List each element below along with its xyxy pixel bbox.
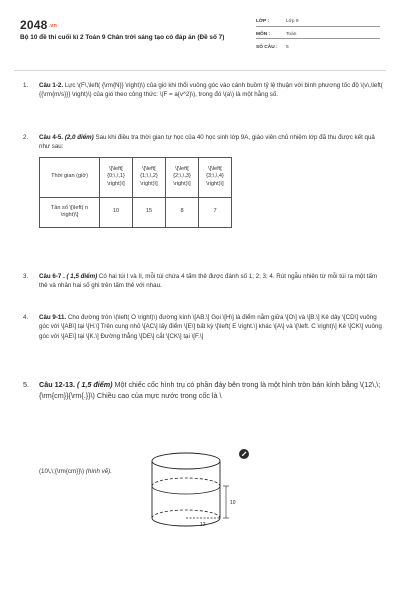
logo-suffix: .vn bbox=[48, 23, 58, 29]
question-heading: Câu 12-13. bbox=[39, 380, 75, 389]
table-cell: \[\left[ {0;\,\,1} \right)\] bbox=[100, 157, 133, 197]
question-5 bbox=[23, 380, 383, 402]
table-row-header: Thời gian (giờ) bbox=[40, 157, 100, 197]
question-points: ( 1,5 điểm) bbox=[76, 380, 113, 389]
survey-table bbox=[39, 157, 232, 228]
meta-info-box bbox=[256, 14, 380, 52]
table-cell: 10 bbox=[100, 197, 133, 227]
table-cell: \[\left[ {2;\,\,3} \right)\] bbox=[166, 157, 199, 197]
table-row bbox=[40, 197, 232, 227]
table-row bbox=[40, 157, 232, 197]
question-3 bbox=[23, 272, 383, 291]
meta-row-subject bbox=[256, 27, 380, 40]
cylinder-top-rim bbox=[152, 453, 220, 469]
height-label: 10 bbox=[230, 500, 236, 506]
figure-caption bbox=[39, 467, 112, 476]
question-1 bbox=[23, 81, 383, 100]
table-row-header: Tần số \[\left( n \right)\] bbox=[40, 197, 100, 227]
question-number: 4. bbox=[23, 314, 29, 321]
water-surface-back bbox=[152, 478, 220, 486]
question-points: (2,0 điểm) bbox=[64, 134, 94, 141]
question-4 bbox=[23, 313, 383, 341]
question-heading: Câu 4-5. bbox=[39, 134, 64, 141]
table-cell: 7 bbox=[199, 197, 232, 227]
cylinder-bottom-front bbox=[152, 518, 220, 526]
table-cell: \[\left[ {3;\,\,4} \right)\] bbox=[199, 157, 232, 197]
meta-value: Lớp 9 bbox=[286, 19, 299, 25]
table-cell: 8 bbox=[166, 197, 199, 227]
document-header bbox=[20, 14, 380, 64]
meta-label: LỚP : bbox=[256, 19, 270, 25]
site-logo[interactable] bbox=[20, 16, 57, 34]
table-cell: 15 bbox=[133, 197, 166, 227]
cylinder-figure bbox=[150, 448, 250, 532]
water-surface-front bbox=[152, 486, 220, 494]
question-heading: Câu 1-2. bbox=[39, 82, 64, 89]
question-text: Cho đường tròn \(\left( O \right)\) đường kính \[AB.\] Gọi \[H\] là điểm nằm giữa \[O\] và \[B.\] Kẻ dây \[CD\] vuông góc với \[AB\] tại \[H.\] Trên cung nhỏ \[AC\] lấy điểm \[E\] bất kỳ \[\left( E \right.\] khác \[A\] và \[\left. C \right)\] Kẻ \[CK\] vuông góc với \[AE\] tại \[K.\] Đường thẳng \[DE\] cắt \[CK\] tại \[F.\] bbox=[39, 314, 382, 340]
question-heading: Câu 6-7 . bbox=[39, 273, 65, 280]
question-number: 3. bbox=[23, 273, 29, 280]
document-title: Bộ 10 đề thi cuối kì 2 Toán 9 Chân trời sáng tạo có đáp án (Đề số 7) bbox=[20, 34, 225, 41]
caption-note: (hình vẽ). bbox=[85, 468, 112, 475]
question-points: ( 1,5 điểm) bbox=[66, 273, 98, 280]
meta-row-question-count bbox=[256, 39, 380, 52]
meta-row-class bbox=[256, 14, 380, 27]
header-divider bbox=[14, 70, 386, 71]
table-cell: \[\left[ {1;\,\,2} \right)\] bbox=[133, 157, 166, 197]
question-text: Có hai túi I và II, mỗi túi chứa 4 tấm thẻ được đánh số 1; 2; 3; 4. Rút ngẫu nhiên từ mỗi túi ra một tấm thẻ và nhân hai số ghi trên tấm thẻ với nhau. bbox=[39, 273, 378, 290]
question-text: Lực \(F\,\left( {\rm{N}} \right)\) của gió khi thổi vuông góc vào cánh buồm tỷ lệ thuận với bình phương tốc độ \(v\,\left( {{\rm{m/s}}} \right)\) của gió theo công thức: \(F = a{v^2}\), trong đó \(a\) là một hằng số. bbox=[39, 82, 383, 99]
meta-value: Toán bbox=[286, 31, 297, 37]
question-number: 2. bbox=[23, 134, 29, 141]
meta-value: 5 bbox=[286, 45, 289, 51]
meta-label: SỐ CÂU : bbox=[256, 45, 278, 51]
question-text: Một chiếc cốc hình trụ có phần đáy bên trong là một hình tròn bán kính bằng \(12\,\;{\rm{cm}}{\rm{.}}\) Chiều cao của mực nước trong cốc là \ bbox=[39, 380, 381, 400]
radius-label: 12 bbox=[200, 522, 206, 528]
caption-math: (10\,\;{\rm{cm}}\) bbox=[39, 468, 85, 475]
question-text: Sau khi điều tra thời gian tự học của 40 học sinh lớp 9A, giáo viên chủ nhiệm lớp đã thu được kết quả như sau: bbox=[39, 134, 375, 151]
cylinder-bottom-back bbox=[152, 510, 220, 518]
question-2 bbox=[23, 133, 383, 228]
question-number: 1. bbox=[23, 82, 29, 89]
meta-label: MÔN : bbox=[256, 31, 271, 37]
question-number: 5. bbox=[23, 380, 29, 389]
logo-main: 2048 bbox=[20, 18, 48, 32]
question-heading: Câu 9-11. bbox=[39, 314, 67, 321]
